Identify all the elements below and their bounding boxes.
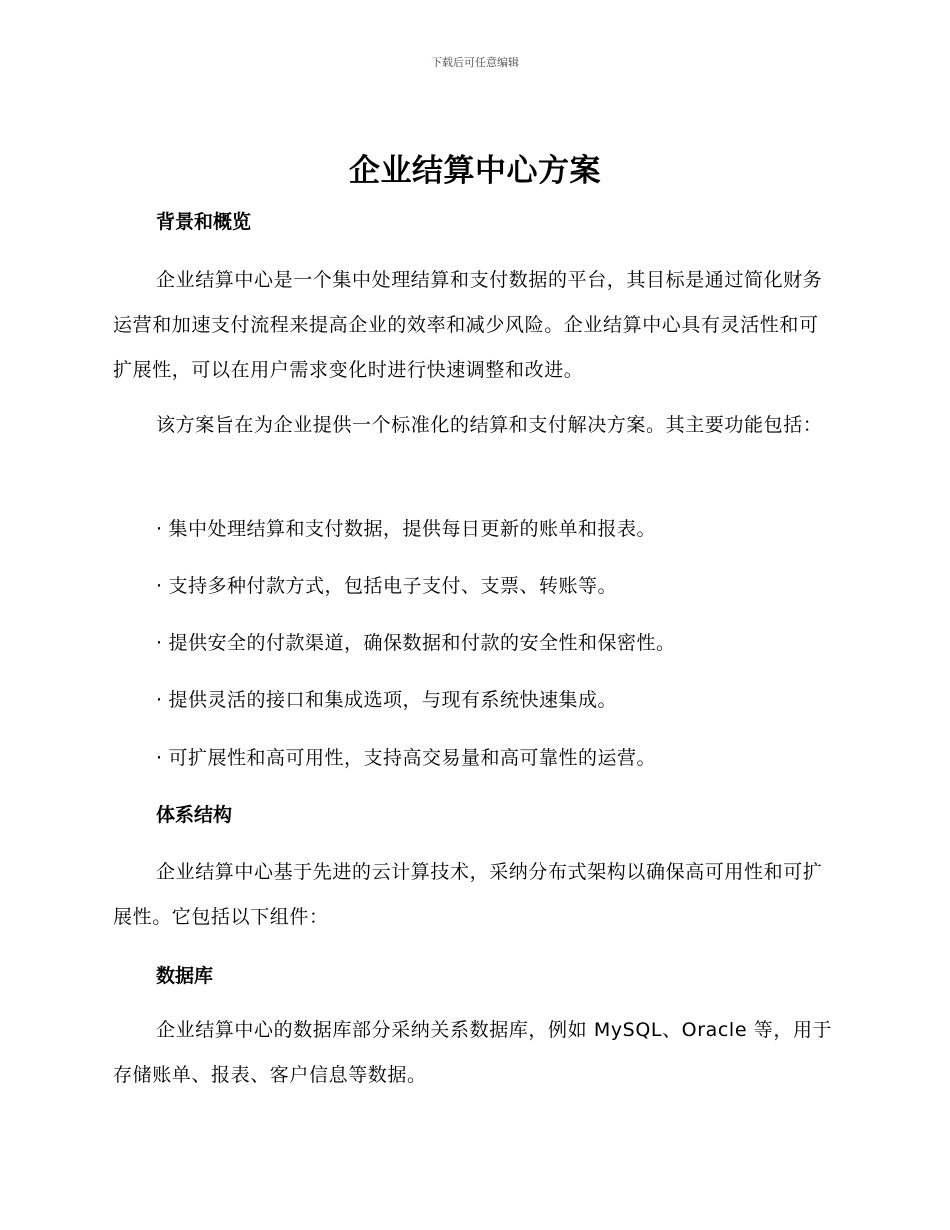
feature-list-item: [156, 687, 617, 713]
section-heading-background: 背景和概览: [156, 211, 252, 233]
bullet-dot: ·: [156, 747, 163, 769]
section-heading-database: 数据库: [156, 965, 214, 987]
architecture-paragraph: 企业结算中心基于先进的云计算技术，采纳分布式架构以确保高可用性和可扩展性。它包括以下组件：: [113, 861, 823, 928]
feature-text: 可扩展性和高可用性，支持高交易量和高可靠性的运营。: [168, 747, 657, 769]
feature-text: 集中处理结算和支付数据，提供每日更新的账单和报表。: [168, 518, 657, 540]
bullet-dot: ·: [156, 689, 163, 711]
feature-text: 支持多种付款方式，包括电子支付、支票、转账等。: [168, 575, 618, 597]
document-title: 企业结算中心方案: [349, 153, 601, 189]
features-intro-paragraph: 该方案旨在为企业提供一个标准化的结算和支付解决方案。其主要功能包括：: [156, 414, 823, 436]
database-paragraph: 企业结算中心的数据库部分采纳关系数据库，例如 MySQL、Oracle 等，用于存储账单、报表、客户信息等数据。: [113, 1019, 833, 1086]
bullet-dot: ·: [156, 518, 163, 540]
section-heading-architecture: 体系结构: [156, 804, 233, 826]
header-note: 下载后可任意编辑: [431, 56, 519, 69]
feature-list-item: [156, 573, 617, 599]
feature-text: 提供灵活的接口和集成选项，与现有系统快速集成。: [168, 689, 618, 711]
feature-list-item: [156, 516, 656, 542]
feature-text: 提供安全的付款渠道，确保数据和付款的安全性和保密性。: [168, 632, 676, 654]
bullet-dot: ·: [156, 575, 163, 597]
bullet-dot: ·: [156, 632, 163, 654]
feature-list-item: [156, 630, 676, 656]
intro-paragraph: 企业结算中心是一个集中处理结算和支付数据的平台，其目标是通过简化财务运营和加速支付流程来提高企业的效率和减少风险。企业结算中心具有灵活性和可扩展性，可以在用户需求变化时进行快速调整和改进。: [113, 269, 823, 381]
feature-list-item: [156, 745, 656, 771]
